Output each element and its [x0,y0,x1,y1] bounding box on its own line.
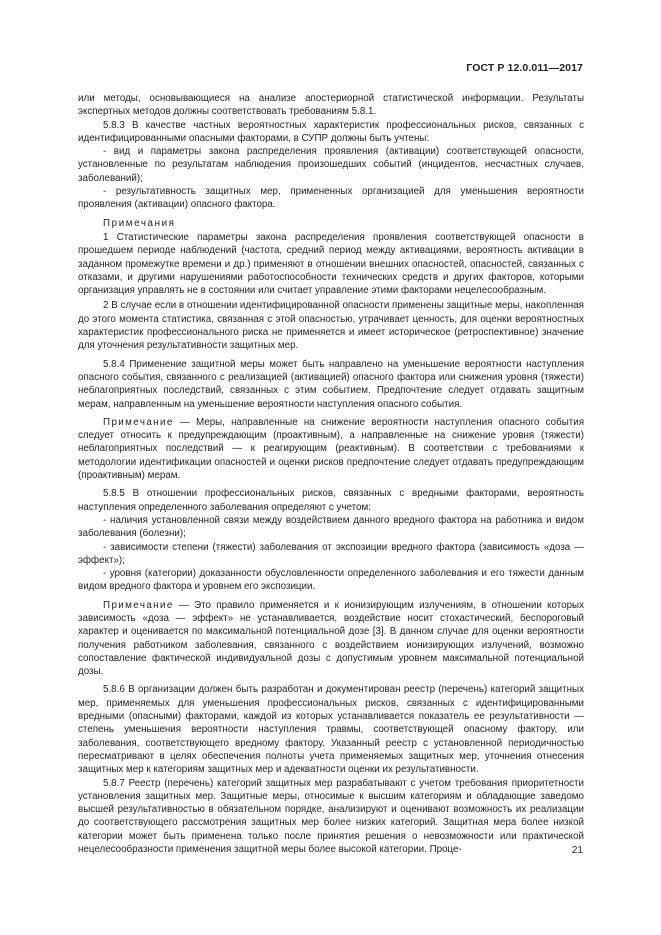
note-label: Примечание [103,416,174,428]
paragraph: - уровня (категории) доказанности обусловленности определенного заболевания и его тяжести данным видом вредного фактора и уровнем его экспозиции. [78,568,584,593]
paragraph: - вид и параметры закона распределения проявления (активации) соответствующей опасности, установленные по результатам наблюдения произошедших событий (инцидентов, несчастных случаев, заболеваний); [78,146,584,184]
paragraph: - наличия установленной связи между воздействием данного вредного фактора на работника и видом заболевания (болезни); [78,514,584,540]
paragraph: 5.8.7 Реестр (перечень) категорий защитных мер разрабатывают с учетом требования приоритетности установления защитных мер. Защитные меры, относимые к высшим категориям и обладающие заведомо высшей результативностью в обязательном порядке, анализируют и оценивают возможность их реализации до соответствующего рассмотрения защитных мер более низких категорий. Защитная мера более низкой категории может быть применена только после принятия решения о невозможности или практической нецелесообразности применения защитной меры более высокой категории. Проце- [78,777,584,856]
document-body [78,92,584,856]
page-number: 21 [571,845,583,856]
document-header: ГОСТ Р 12.0.011—2017 [466,62,583,74]
paragraph: - результативность защитных мер, примененных организацией для уменьшения вероятности проявления (активации) опасного фактора. [78,186,584,211]
paragraph: 5.8.3 В качестве частных вероятностных характеристик профессиональных рисков, связанных с идентифицированными опасными факторами, в СУПР должны быть учтены: [78,119,584,144]
paragraph: 5.8.4 Применение защитной меры может быть направлено на уменьшение вероятности наступления опасного события, связанного с реализацией (активацией) опасного фактора или снижения уровня (тяжести) неблагоприятных последствий, связанных с этим событием. Предпочтение следует отдавать защитным мерам, направленным на уменьшение вероятности наступления опасного события. [78,358,584,410]
paragraph: 5.8.5 В отношении профессиональных рисков, связанных с вредными факторами, вероятность наступления определенного заболевания определяют с учетом: [78,488,584,513]
paragraph: - зависимости степени (тяжести) заболевания от экспозиции вредного фактора (зависимость «доза — эффект»); [78,541,584,566]
paragraph: 5.8.6 В организации должен быть разработан и документирован реестр (перечень) категорий защитных мер, применяемых для уменьшения профессиональных рисков, связанных с идентифицированными вредными (опасными) факторами, каждой из которых устанавливается показатель ее результативности — степень уменьшения вероятности наступления травмы, соответствующей опасному фактору, или заболевания, соответствующего вредному фактору. Указанный реестр с установленной периодичностью пересматривают в целях обеспечения полноты учета применяемых защитных мер, уточнения отнесения защитных мер к категориям защитных мер и адекватности оценки их результативности. [78,684,584,776]
note: 2 В случае если в отношении идентифицированной опасности применены защитные меры, накопленная до этого момента статистика, связанная с этой опасностью, утрачивает ценность, для оценки вероятностных характеристик профессионального риска не применяется и имеет историческое (ретроспективное) значение для уточнения результативности защитных мер. [78,300,584,352]
notes-heading: Примечания [103,217,176,229]
note: 1 Статистические параметры закона распределения проявления соответствующей опасности в прошедшем периоде наблюдений (частота, средний период между активациями, вероятность активации в заданном промежутке времени и др.) применяют в отношении внешних опасностей, опасностей, связанных с отказами, и другими нарушениями работоспособности технических средств и других факторов, которыми организация управлять не в состоянии или считает управление этими факторами нецелесообразным. [78,231,584,297]
note [78,416,584,482]
note-text: — Меры, направленные на снижение вероятности наступления опасного события следует относить к предупреждающим (проактивным), а направленные на снижение уровня (тяжести) неблагоприятных последствий — к реагирующим (реактивным). В соответствии с требованиями к методологии идентификации опасностей и оценки рисков предпочтение следует отдавать предупреждающим (проактивным) мерам. [78,416,584,482]
note-text: — Это правило применяется и к ионизирующим излучениям, в отношении которых зависимость «доза — эффект» не устанавливается, воздействие носит стохастический, беспороговый характер и оценивается по максимальной потенциальной дозе [3]. В данном случае для оценки вероятности получения работником заболевания, связанного с воздействием ионизирующих излучений, возможно сопоставление фактической индивидуальной дозы с допустимым уровнем максимальной потенциальной дозы. [78,599,584,678]
note [78,599,584,679]
note-label: Примечание [103,599,174,611]
paragraph: или методы, основывающиеся на анализе апостериорной статистической информации. Результаты экспертных методов должны соответствовать требованиям 5.8.1. [78,93,584,118]
